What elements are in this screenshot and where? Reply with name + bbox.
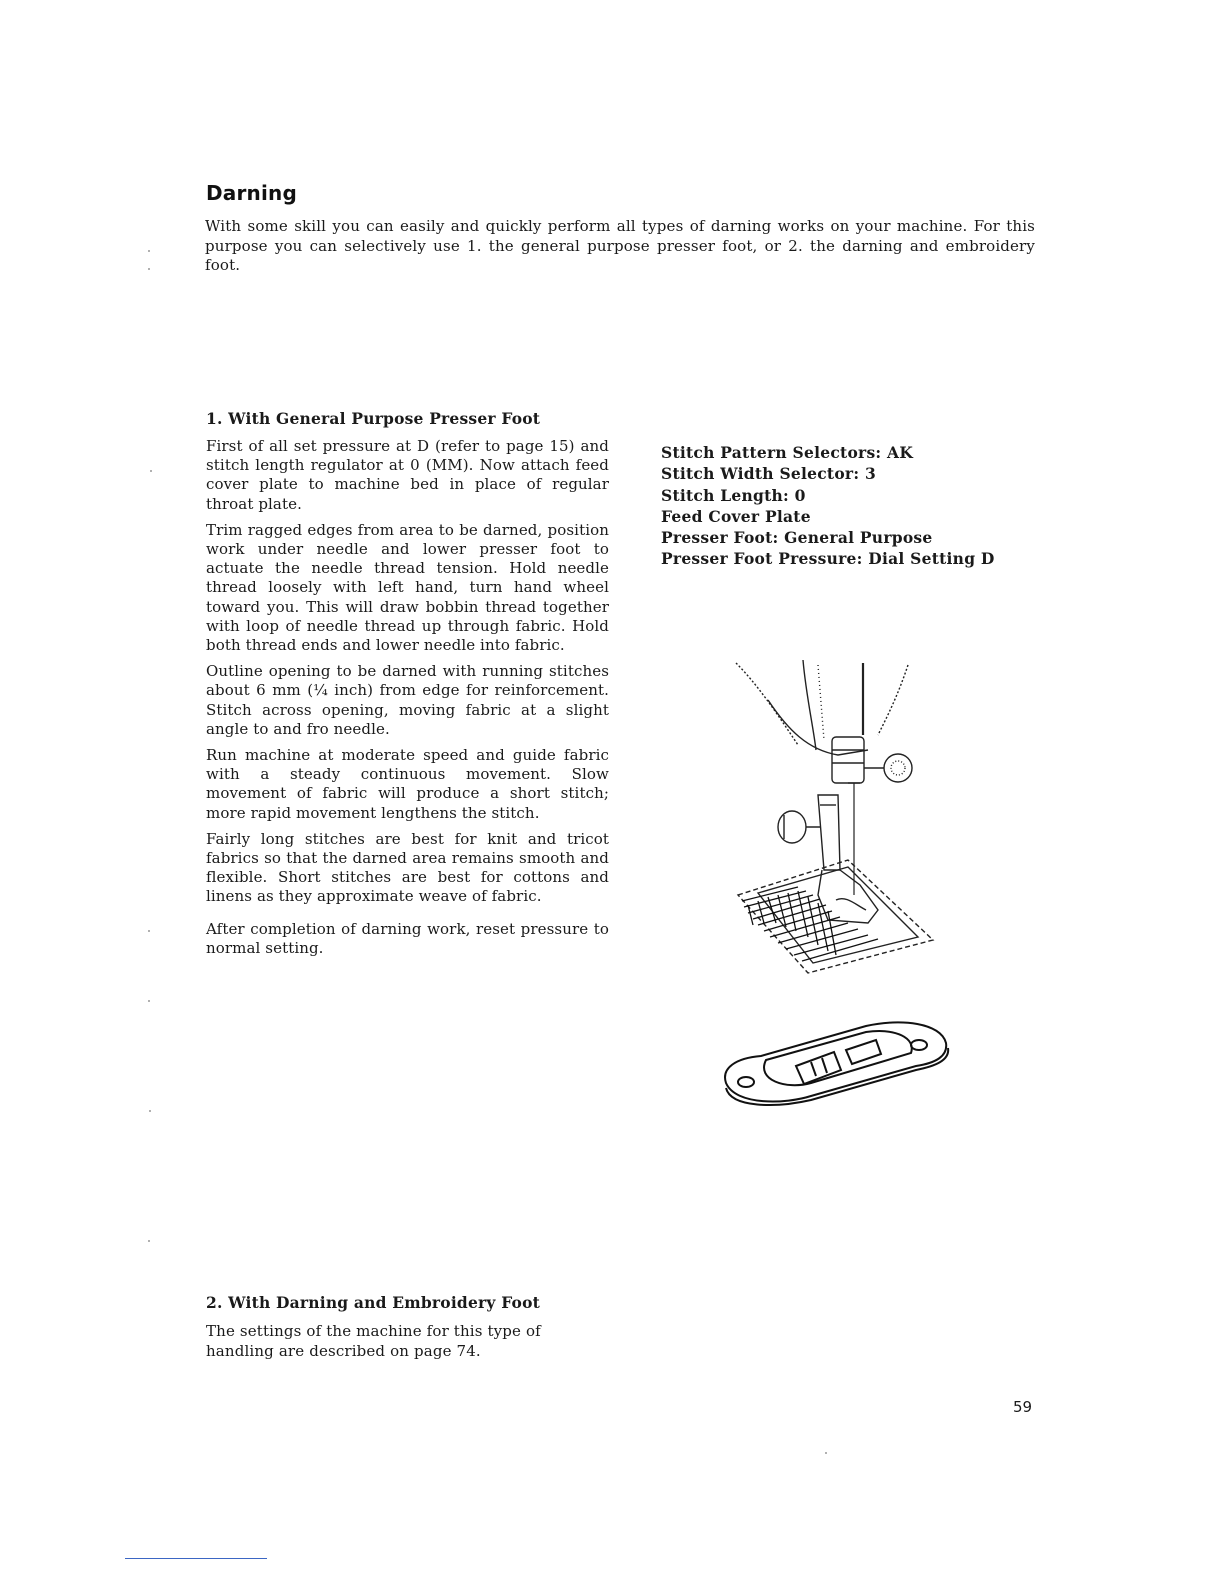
section1-paragraph: Fairly long stitches are best for knit and tricot fabrics so that the darned area remains smooth and flexible. Short stitches are best for cottons and linens as they approximate weave of fabric. bbox=[206, 829, 609, 906]
setting-stitch-length: Stitch Length: 0 bbox=[661, 485, 806, 505]
section1-body bbox=[206, 437, 609, 965]
setting-presser-foot: Presser Foot: General Purpose bbox=[661, 528, 933, 548]
setting-stitch-width: Stitch Width Selector: 3 bbox=[661, 464, 877, 484]
scan-speck bbox=[148, 250, 150, 252]
presser-foot-illustration bbox=[728, 655, 943, 975]
section1-paragraph: First of all set pressure at D (refer to page 15) and stitch length regulator at 0 (MM). Now attach feed cover plate to machine bed in place of regular throat plate. bbox=[206, 437, 609, 513]
scan-speck bbox=[148, 1240, 150, 1242]
section1-heading: 1. With General Purpose Presser Foot bbox=[206, 409, 541, 428]
section2-body: The settings of the machine for this type of handling are described on page 74. bbox=[206, 1322, 541, 1360]
section2-heading: 2. With Darning and Embroidery Foot bbox=[206, 1293, 540, 1312]
bottom-rule bbox=[125, 1558, 267, 1559]
scan-speck bbox=[149, 1110, 151, 1112]
scan-speck bbox=[148, 930, 150, 932]
section1-paragraph: Run machine at moderate speed and guide fabric with a steady continuous movement. Slow movement of fabric will produce a short stitch; more rapid movement lengthens the stitch. bbox=[206, 746, 609, 822]
section1-paragraph: Outline opening to be darned with running stitches about 6 mm (¼ inch) from edge for reinforcement. Stitch across opening, moving fabric at a slight angle to and fro needle. bbox=[206, 662, 609, 738]
machine-settings-list bbox=[661, 442, 995, 570]
page-number: 59 bbox=[1013, 1398, 1033, 1416]
scan-speck bbox=[150, 470, 152, 472]
setting-stitch-pattern: Stitch Pattern Selectors: AK bbox=[661, 443, 914, 462]
scan-speck bbox=[148, 268, 150, 270]
section1-paragraph: After completion of darning work, reset pressure to normal setting. bbox=[206, 919, 609, 957]
intro-paragraph: With some skill you can easily and quickly perform all types of darning works on your machine. For this purpose you can selectively use 1. the general purpose presser foot, or 2. the darning and embroidery foot. bbox=[205, 217, 1035, 274]
scan-speck bbox=[825, 1452, 827, 1454]
feed-cover-plate-illustration bbox=[716, 1018, 956, 1108]
scan-speck bbox=[148, 1000, 150, 1002]
page-title: Darning bbox=[206, 181, 298, 205]
setting-feed-cover: Feed Cover Plate bbox=[661, 506, 811, 526]
section1-paragraph: Trim ragged edges from area to be darned, position work under needle and lower presser foot to actuate the needle thread tension. Hold needle thread loosely with left hand, turn hand wheel toward you. This will draw bobbin thread together with loop of needle thread up through fabric. Hold both thread ends and lower needle into fabric. bbox=[206, 520, 609, 655]
setting-foot-pressure: Presser Foot Pressure: Dial Setting D bbox=[661, 549, 995, 569]
